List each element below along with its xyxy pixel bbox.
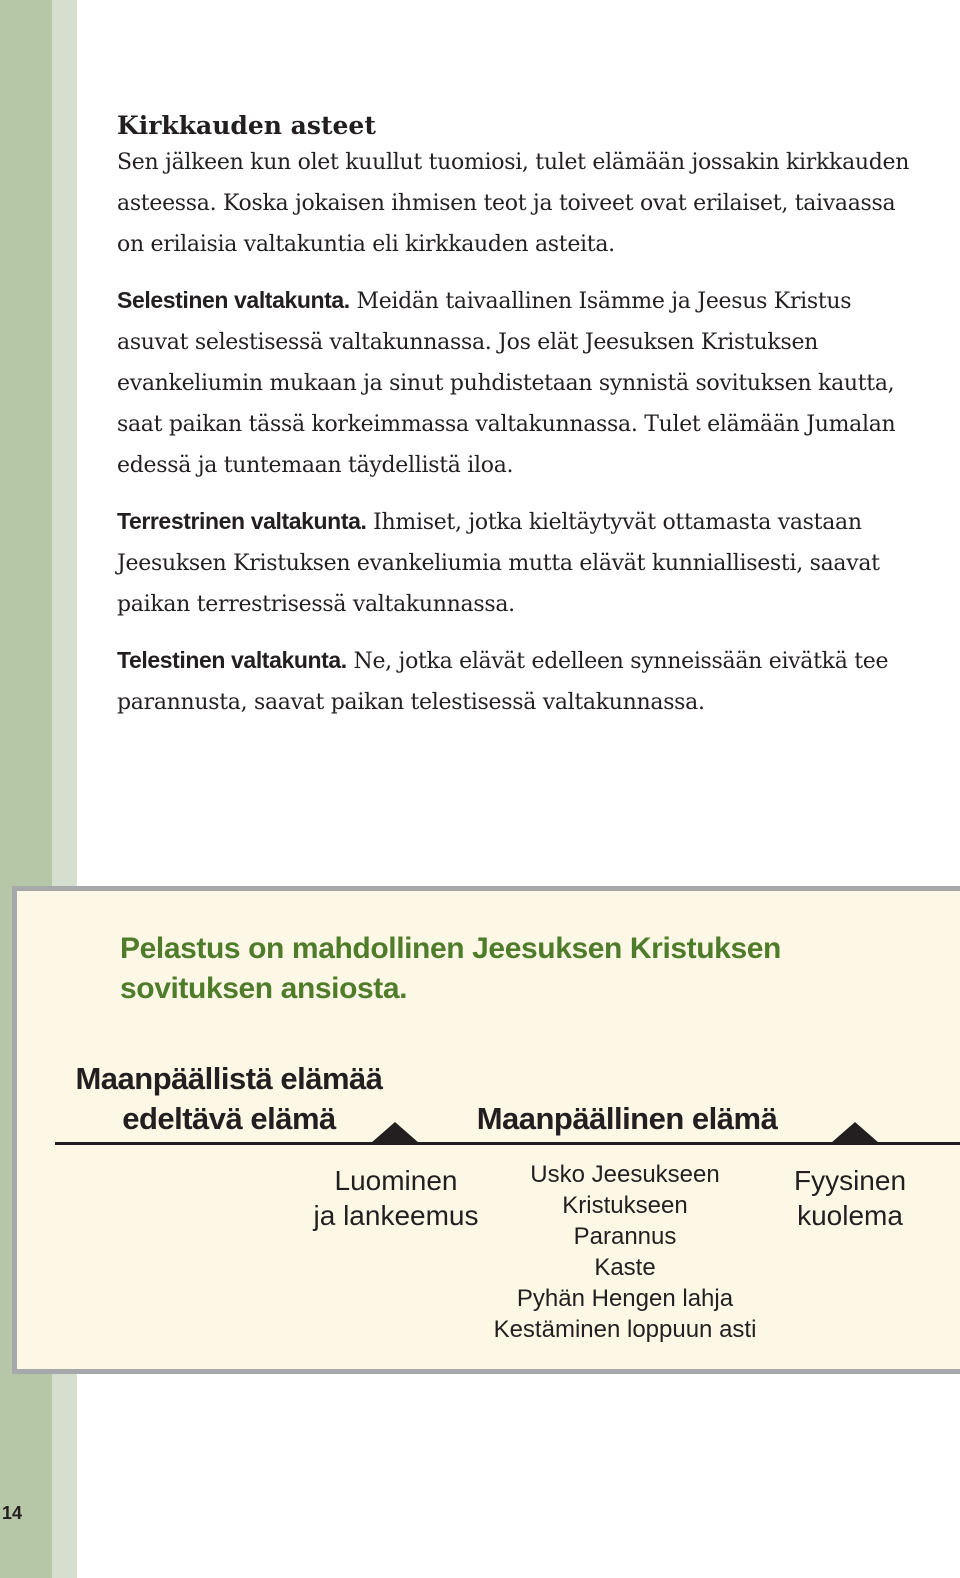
list-item: Kristukseen (562, 1192, 688, 1219)
death-line2: kuolema (797, 1200, 903, 1231)
list-item: Usko Jeesukseen (530, 1161, 720, 1188)
callout-title: Pelastus on mahdollinen Jeesuksen Kristuksen sovituksen ansiosta. (120, 932, 781, 1005)
kingdom-telestial-name: Telestinen valtakunta. (117, 647, 347, 673)
list-item: Pyhän Hengen lahja (516, 1285, 734, 1312)
timeline-mortal-life: Maanpäällinen elämä (476, 1101, 778, 1136)
kingdom-telestial-text: Ne, jotka elävät edelleen synneissään eivätkä tee parannusta, saavat paikan telestisessä valtakunnassa. (117, 649, 889, 715)
page-number: 14 (2, 1503, 23, 1523)
timeline-creation-fall (306, 1163, 486, 1233)
kingdom-terrestrial-name: Terrestrinen valtakunta. (117, 508, 367, 534)
timeline-physical-death (775, 1163, 925, 1233)
pre-mortal-line1: Maanpäällistä elämää (75, 1061, 383, 1096)
list-item: Kaste (594, 1254, 656, 1281)
kingdom-celestial (117, 280, 917, 486)
fall-line2: ja lankeemus (313, 1200, 479, 1231)
death-line1: Fyysinen (793, 1165, 907, 1196)
list-item: Kestäminen loppuun asti (493, 1316, 757, 1343)
timeline-marker-fall-icon (371, 1122, 419, 1143)
intro-paragraph: Sen jälkeen kun olet kuullut tuomiosi, tulet elämään jossakin kirkkauden asteessa. Koska jokaisen ihmisen teot ja toiveet ovat erilaiset, taivaassa on erilaisia valtakuntia eli kirkkauden asteita. (117, 150, 910, 257)
kingdom-telestial (117, 640, 917, 723)
timeline-steps-list (475, 1159, 775, 1345)
fall-line1: Luominen (334, 1165, 458, 1196)
pre-mortal-line2: edeltävä elämä (122, 1101, 336, 1136)
timeline-marker-death-icon (831, 1122, 879, 1143)
kingdom-terrestrial (117, 501, 917, 625)
list-item: Parannus (573, 1223, 677, 1250)
timeline-line (55, 1142, 960, 1145)
kingdom-celestial-text: Meidän taivaallinen Isämme ja Jeesus Kristus asuvat selestisessä valtakunnassa. Jos elät Jeesuksen Kristuksen evankeliumin mukaan ja sinut puhdistetaan synnistä sovituksen kautta, saat paikan tässä korkeimmassa valtakunnassa. Tulet elämään Jumalan edessä ja tuntemaan täydellistä iloa. (117, 289, 896, 478)
main-text (117, 110, 917, 738)
salvation-callout-box (12, 886, 960, 1374)
section-heading: Kirkkauden asteet (117, 111, 376, 140)
kingdom-terrestrial-text: Ihmiset, jotka kieltäytyvät ottamasta vastaan Jeesuksen Kristuksen evankeliumia mutta elävät kunniallisesti, saavat paikan terrestrisessä valtakunnassa. (117, 510, 880, 617)
kingdom-celestial-name: Selestinen valtakunta. (117, 287, 350, 313)
timeline-pre-mortal-life (64, 1059, 394, 1139)
